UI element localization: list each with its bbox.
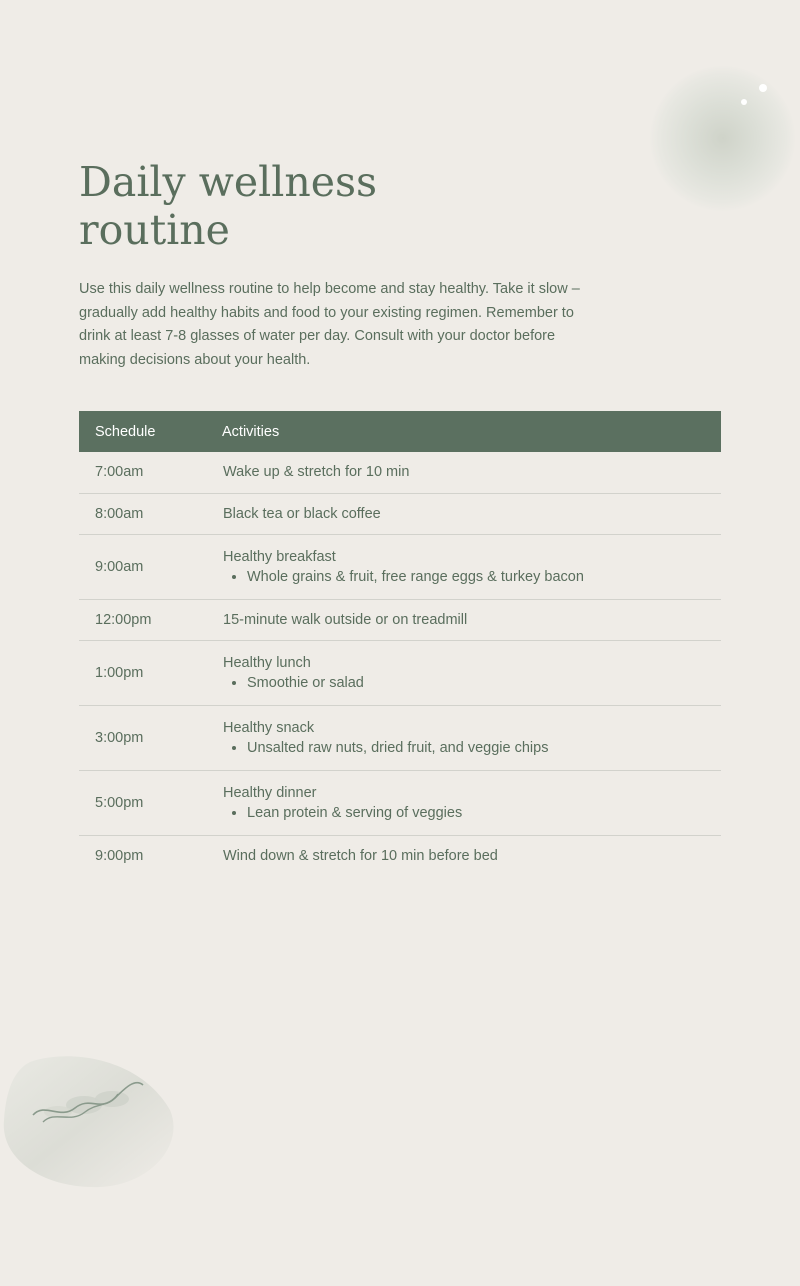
row-time: 3:00pm xyxy=(79,705,222,770)
table-row xyxy=(79,493,721,534)
row-time: 5:00pm xyxy=(79,770,222,835)
table-row xyxy=(79,835,721,876)
row-activity-cell xyxy=(222,705,721,770)
header-activities: Activities xyxy=(222,423,280,440)
row-time: 8:00am xyxy=(79,493,222,534)
table-header-row xyxy=(79,411,721,452)
row-detail: • Lean protein & serving of veggies xyxy=(247,803,720,823)
row-activity: Healthy dinner xyxy=(223,784,317,801)
row-detail: • Smoothie or salad xyxy=(247,673,720,693)
row-activity: Healthy snack xyxy=(223,719,315,736)
row-activity: Wake up & stretch for 10 min xyxy=(222,452,721,493)
row-detail: • Whole grains & fruit, free range eggs & turkey bacon xyxy=(247,567,720,587)
table-row xyxy=(79,770,721,835)
table-row xyxy=(79,640,721,705)
row-activity-cell xyxy=(222,640,721,705)
decorative-blur-circle xyxy=(650,66,795,211)
row-time: 1:00pm xyxy=(79,640,222,705)
page-title: Daily wellness routine xyxy=(79,158,378,254)
row-time: 9:00pm xyxy=(95,847,144,864)
intro-paragraph: Use this daily wellness routine to help become and stay healthy. Take it slow – gradually add healthy habits and food to your existing regimen. Remember to drink at least 7-8 glasses of water per day. Consult with your doctor before making decisions about your health. xyxy=(79,281,580,368)
table-row xyxy=(79,452,721,493)
row-detail-list xyxy=(223,803,720,823)
row-time: 7:00am xyxy=(79,452,222,493)
row-activity: Black tea or black coffee xyxy=(222,493,721,534)
row-detail-list xyxy=(223,673,720,693)
decorative-dot xyxy=(741,99,747,105)
decorative-dot xyxy=(759,84,767,92)
table-row xyxy=(79,534,721,599)
row-detail-list xyxy=(223,738,720,758)
schedule-table xyxy=(79,411,721,876)
row-activity: Healthy breakfast xyxy=(223,548,336,565)
table-row xyxy=(79,705,721,770)
row-activity-cell xyxy=(222,770,721,835)
row-detail-list xyxy=(223,567,720,587)
header-schedule: Schedule xyxy=(95,423,156,440)
row-time: 12:00pm xyxy=(79,599,222,640)
row-activity: Healthy lunch xyxy=(223,654,311,671)
row-detail: • Unsalted raw nuts, dried fruit, and veggie chips xyxy=(247,738,720,758)
row-activity: Wind down & stretch for 10 min before bed xyxy=(223,847,498,864)
table-row xyxy=(79,599,721,640)
row-activity-cell xyxy=(222,534,721,599)
row-activity: 15-minute walk outside or on treadmill xyxy=(222,599,721,640)
row-time: 9:00am xyxy=(79,534,222,599)
decorative-leaf-graphic xyxy=(0,1050,200,1200)
